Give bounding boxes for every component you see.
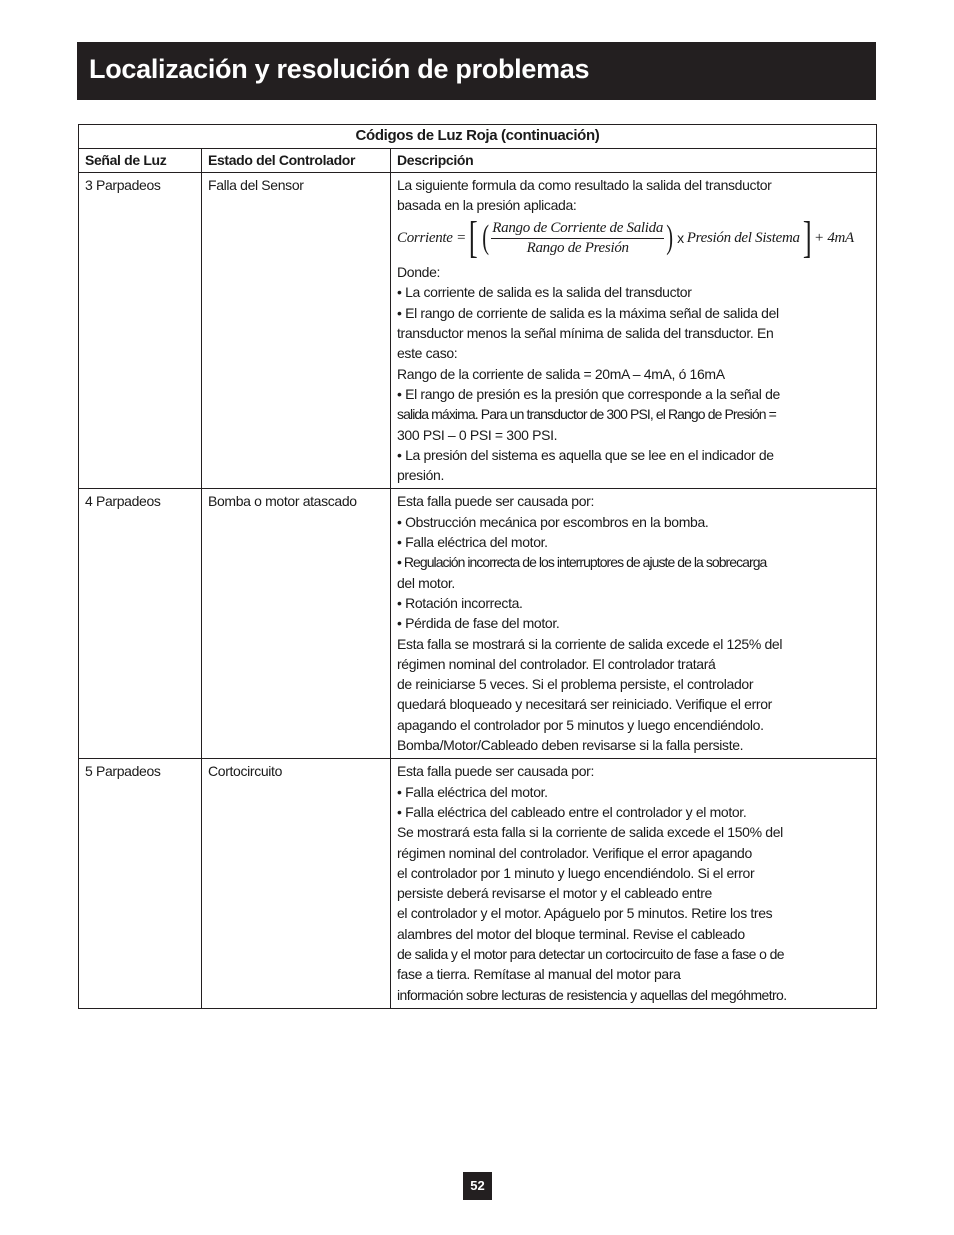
formula-lhs: Corriente = (397, 230, 466, 247)
description-line: Donde: (397, 264, 441, 281)
formula-fraction (491, 219, 664, 258)
description-line: Esta falla puede ser causada por: (397, 763, 595, 780)
description-line: salida máxima. Para un transductor de 300 PSI, el Rango de Presión = (397, 406, 776, 423)
description-line: • El rango de corriente de salida es la máxima señal de salida del (397, 304, 779, 321)
state-cell: Falla del Sensor (202, 172, 391, 489)
table-row (79, 489, 877, 759)
page-number: 52 (463, 1172, 492, 1200)
description-line: alambres del motor del bloque terminal. Revise el cableado (397, 925, 745, 942)
column-header-description: Descripción (391, 149, 877, 172)
state-cell: Bomba o motor atascado (202, 489, 391, 759)
left-paren-icon: ( (482, 219, 490, 257)
description-line: • Falla eléctrica del motor. (397, 783, 548, 800)
table-caption: Códigos de Luz Roja (continuación) (79, 125, 877, 149)
description-line: presión. (397, 467, 445, 484)
description-line: del motor. (397, 574, 455, 591)
description-line: fase a tierra. Remítase al manual del motor para (397, 966, 681, 983)
description-cell (391, 759, 877, 1009)
formula-factor: Presión del Sistema (686, 230, 800, 247)
description-line: • Pérdida de fase del motor. (397, 615, 560, 632)
signal-cell: 3 Parpadeos (79, 172, 202, 489)
description-line: este caso: (397, 345, 458, 362)
description-line: Esta falla puede ser causada por: (397, 493, 595, 510)
header-bar (77, 42, 876, 100)
description-line: • Rotación incorrecta. (397, 594, 523, 611)
description-line: • Falla eléctrica del motor. (397, 534, 548, 551)
description-line: Se mostrará esta falla si la corriente de salida excede el 150% del (397, 824, 783, 841)
description-line: apagando el controlador por 5 minutos y luego encendiéndolo. (397, 716, 764, 733)
description-line: La siguiente formula da como resultado la salida del transductor (397, 176, 772, 193)
formula-denominator: Rango de Presión (526, 239, 629, 256)
column-header-state: Estado del Controlador (202, 149, 391, 172)
current-formula (397, 215, 872, 261)
description-line: • Obstrucción mecánica por escombros en la bomba. (397, 513, 709, 530)
formula-numerator: Rango de Corriente de Salida (491, 219, 664, 239)
table-row (79, 172, 877, 489)
description-line: persiste deberá revisarse el motor y el cableado entre (397, 885, 712, 902)
red-light-codes-table (78, 124, 877, 1009)
description-line: el controlador y el motor. Apáguelo por 5 minutos. Retire los tres (397, 905, 773, 922)
description-line: información sobre lecturas de resistencia y aquellas del megóhmetro. (397, 986, 787, 1003)
description-line: 300 PSI – 0 PSI = 300 PSI. (397, 426, 558, 443)
table-row (79, 759, 877, 1009)
description-line: • El rango de presión es la presión que corresponde a la señal de (397, 385, 780, 402)
description-line: transductor menos la señal mínima de salida del transductor. En (397, 325, 774, 342)
description-line: Rango de la corriente de salida = 20mA – 4mA, ó 16mA (397, 365, 725, 382)
description-line: quedará bloqueado y necesitará ser reiniciado. Verifique el error (397, 696, 772, 713)
description-cell (391, 172, 877, 489)
signal-cell: 4 Parpadeos (79, 489, 202, 759)
column-header-signal: Señal de Luz (79, 149, 202, 172)
page-title: Localización y resolución de problemas (89, 54, 590, 84)
description-line: el controlador por 1 minuto y luego encendiéndolo. Si el error (397, 864, 755, 881)
description-line: de reiniciarse 5 veces. Si el problema persiste, el controlador (397, 676, 754, 693)
right-paren-icon: ) (666, 219, 673, 257)
description-line: • La presión del sistema es aquella que se lee en el indicador de (397, 446, 774, 463)
description-line: Esta falla se mostrará si la corriente de salida excede el 125% del (397, 635, 783, 652)
description-line: Bomba/Motor/Cableado deben revisarse si la falla persiste. (397, 737, 744, 754)
description-line: • Falla eléctrica del cableado entre el controlador y el motor. (397, 803, 747, 820)
description-line: basada en la presión aplicada: (397, 196, 577, 213)
signal-cell: 5 Parpadeos (79, 759, 202, 1009)
state-cell: Cortocircuito (202, 759, 391, 1009)
formula-tail: + 4mA (814, 230, 854, 247)
description-line: • Regulación incorrecta de los interruptores de ajuste de la sobrecarga (397, 554, 767, 571)
right-bracket-icon: ] (802, 213, 812, 263)
description-cell (391, 489, 877, 759)
description-line: de salida y el motor para detectar un cortocircuito de fase a fase o de (397, 945, 784, 962)
formula-times: x (677, 230, 684, 247)
left-bracket-icon: [ (468, 213, 478, 263)
description-line: régimen nominal del controlador. El controlador tratará (397, 655, 716, 672)
description-line: • La corriente de salida es la salida del transductor (397, 284, 692, 301)
description-line: régimen nominal del controlador. Verifique el error apagando (397, 844, 752, 861)
